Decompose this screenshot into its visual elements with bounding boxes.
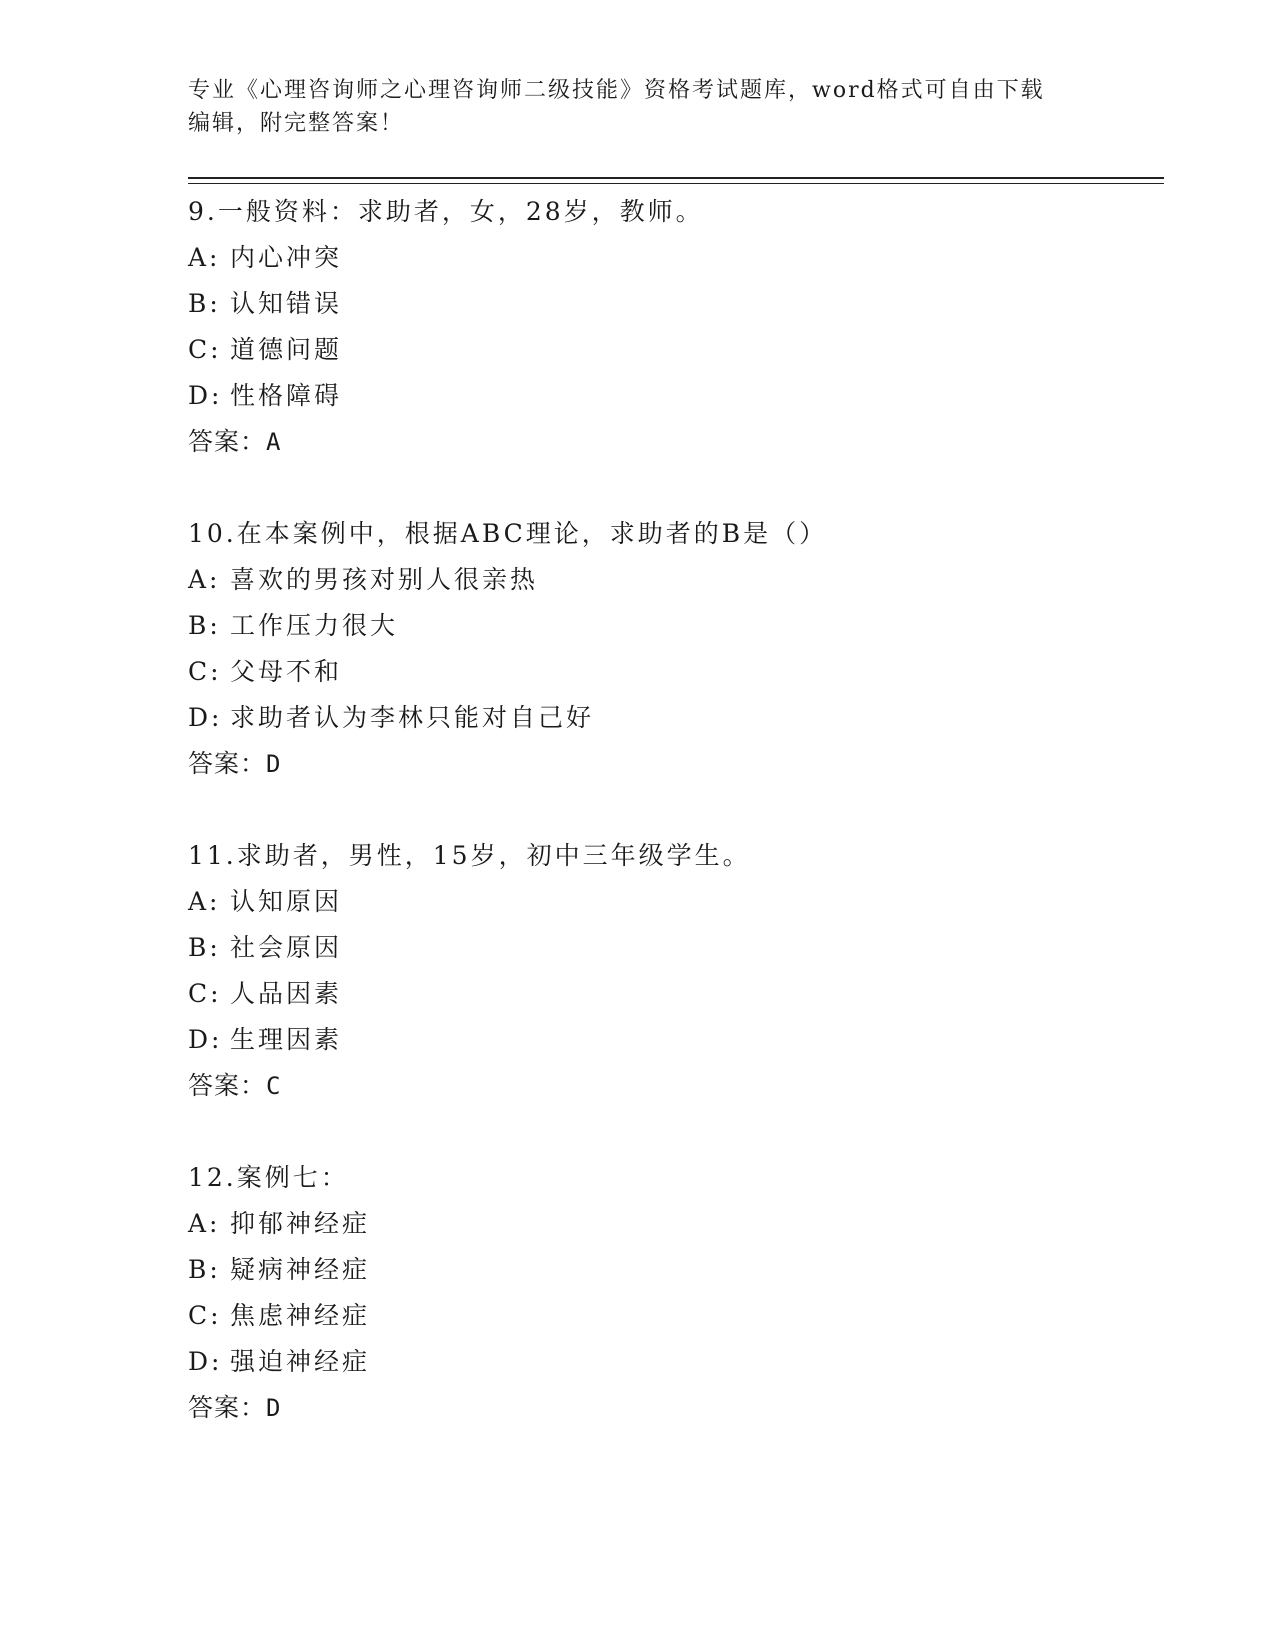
answer-line [188, 1385, 1148, 1431]
option-text: 道德问题 [230, 335, 343, 364]
option-d [188, 695, 1148, 741]
header-rule-thick [188, 177, 1164, 179]
answer-label: 答案： [188, 427, 267, 456]
option-c [188, 1293, 1148, 1339]
option-text: 认知原因 [230, 887, 343, 916]
option-letter: A: [188, 565, 221, 594]
option-text: 父母不和 [230, 657, 343, 686]
option-letter: A: [188, 243, 221, 272]
option-text: 认知错误 [230, 289, 343, 318]
option-a [188, 557, 1148, 603]
answer-label: 答案： [188, 1393, 267, 1422]
option-text: 强迫神经症 [230, 1347, 371, 1376]
option-b [188, 925, 1148, 971]
option-text: 生理因素 [230, 1025, 343, 1054]
question-list [188, 189, 1148, 1477]
option-c [188, 327, 1148, 373]
option-text: 人品因素 [230, 979, 343, 1008]
question-12 [188, 1155, 1148, 1431]
answer-line [188, 741, 1148, 787]
option-text: 喜欢的男孩对别人很亲热 [230, 565, 539, 594]
option-a [188, 235, 1148, 281]
answer-value: A [266, 428, 284, 456]
option-letter: C: [188, 1301, 222, 1330]
question-stem: 10.在本案例中，根据ABC理论，求助者的B是（） [188, 519, 828, 548]
option-letter: A: [188, 887, 221, 916]
option-text: 内心冲突 [230, 243, 343, 272]
option-letter: D: [188, 703, 223, 732]
option-text: 性格障碍 [230, 381, 343, 410]
option-d [188, 373, 1148, 419]
option-a [188, 1201, 1148, 1247]
option-letter: C: [188, 657, 222, 686]
answer-value: D [266, 750, 284, 778]
option-letter: B: [188, 1255, 221, 1284]
document-header [188, 74, 1088, 140]
option-text: 工作压力很大 [230, 611, 399, 640]
option-letter: C: [188, 979, 222, 1008]
answer-value: C [266, 1072, 284, 1100]
option-letter: C: [188, 335, 222, 364]
question-9 [188, 189, 1148, 465]
answer-value: D [266, 1394, 284, 1422]
option-text: 社会原因 [230, 933, 343, 962]
option-letter: B: [188, 611, 221, 640]
header-line-2: 编辑，附完整答案！ [188, 111, 405, 136]
option-text: 求助者认为李林只能对自己好 [230, 703, 595, 732]
option-c [188, 971, 1148, 1017]
option-d [188, 1017, 1148, 1063]
question-11 [188, 833, 1148, 1109]
option-d [188, 1339, 1148, 1385]
question-stem: 9.一般资料：求助者，女，28岁，教师。 [188, 197, 704, 226]
option-letter: B: [188, 289, 221, 318]
option-text: 抑郁神经症 [230, 1209, 371, 1238]
answer-label: 答案： [188, 1071, 267, 1100]
option-c [188, 649, 1148, 695]
option-letter: D: [188, 381, 223, 410]
option-b [188, 1247, 1148, 1293]
option-text: 焦虑神经症 [230, 1301, 371, 1330]
option-letter: D: [188, 1025, 223, 1054]
answer-label: 答案： [188, 749, 267, 778]
option-b [188, 603, 1148, 649]
option-letter: A: [188, 1209, 221, 1238]
option-text: 疑病神经症 [230, 1255, 371, 1284]
header-line-1: 专业《心理咨询师之心理咨询师二级技能》资格考试题库，word格式可自由下载 [188, 78, 1045, 103]
option-a [188, 879, 1148, 925]
option-b [188, 281, 1148, 327]
option-letter: B: [188, 933, 221, 962]
question-stem: 12.案例七： [188, 1163, 349, 1192]
answer-line [188, 1063, 1148, 1109]
option-letter: D: [188, 1347, 223, 1376]
header-rule-thin [188, 183, 1164, 184]
question-stem: 11.求助者，男性，15岁，初中三年级学生。 [188, 841, 751, 870]
question-10 [188, 511, 1148, 787]
answer-line [188, 419, 1148, 465]
